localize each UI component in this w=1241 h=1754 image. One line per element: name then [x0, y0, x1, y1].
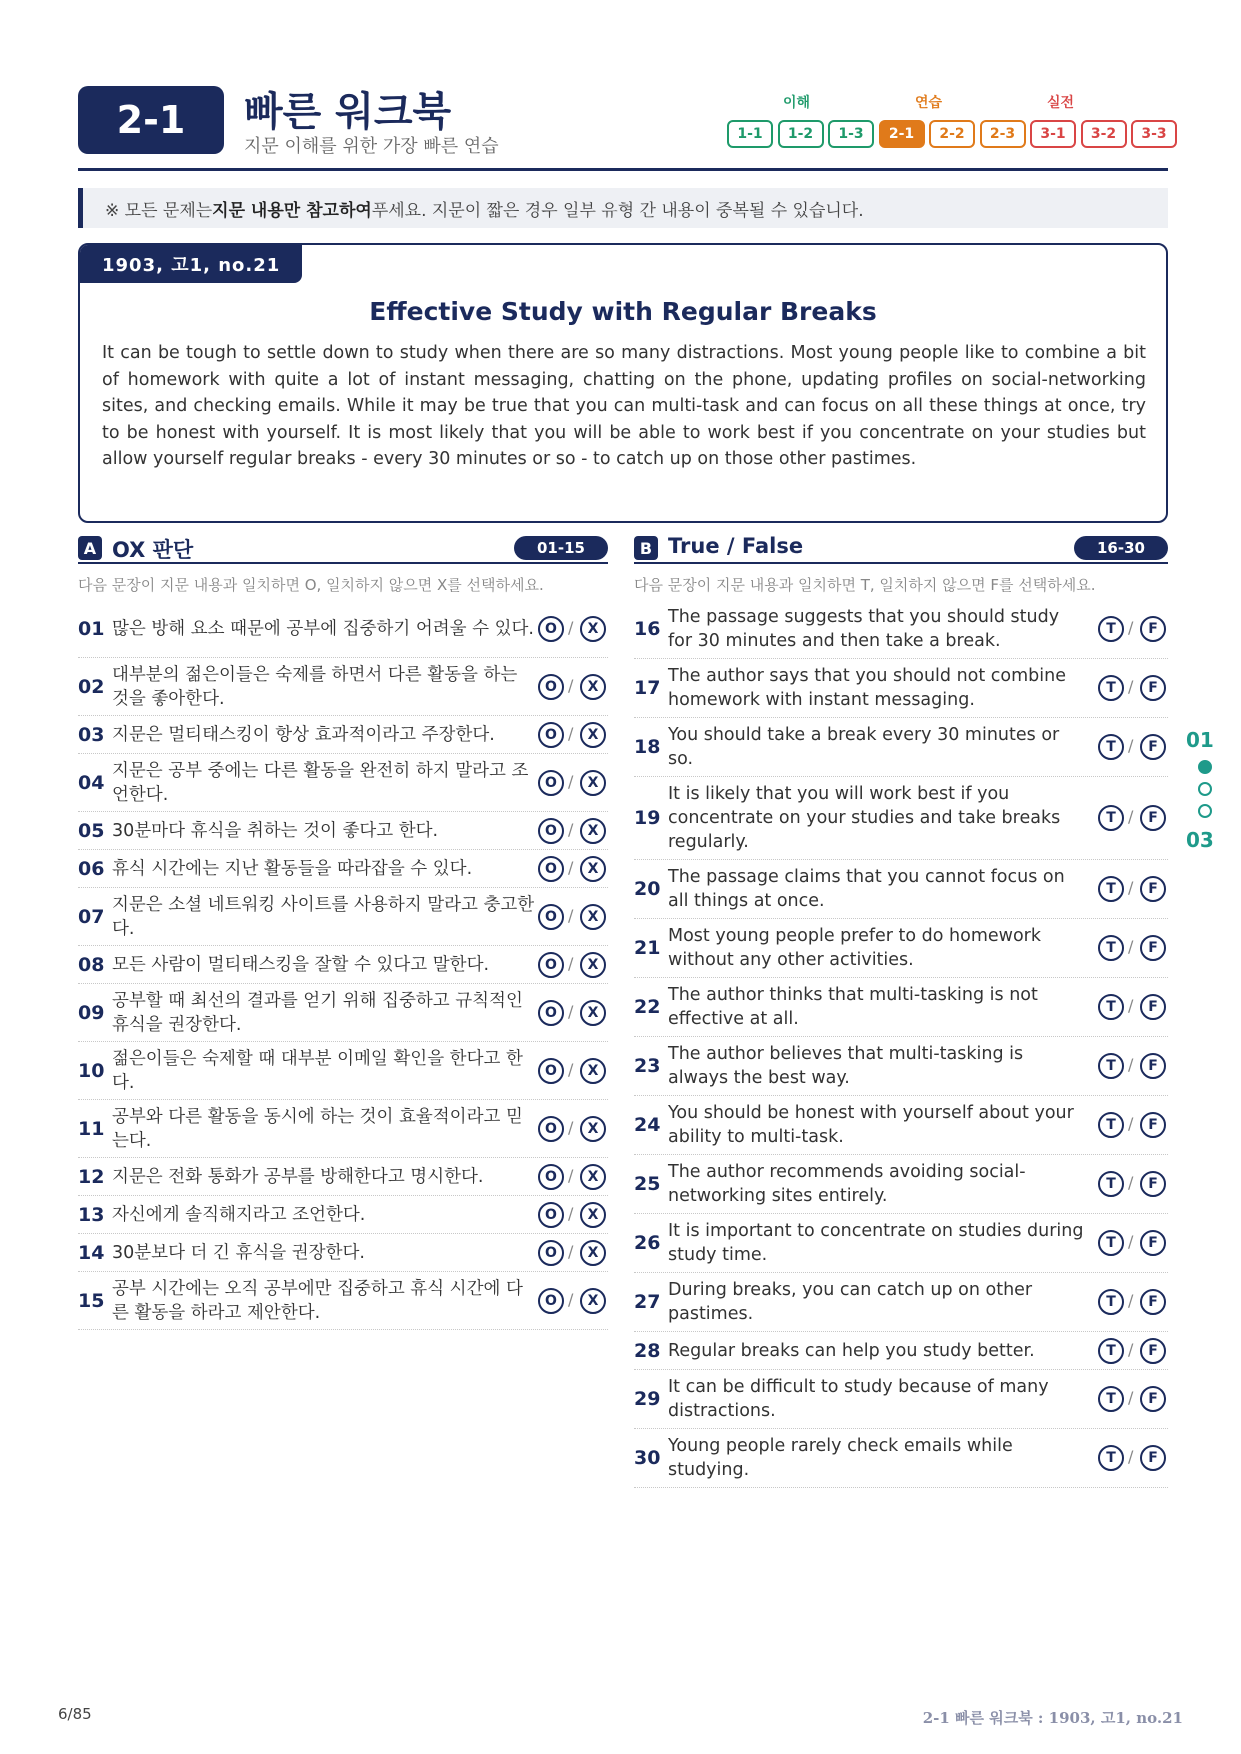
option-x-button[interactable]: X [580, 722, 606, 748]
question-number: 12 [78, 1165, 105, 1188]
step-3-3[interactable]: 3-3 [1131, 120, 1177, 148]
answer-options [1098, 1386, 1168, 1412]
question-number: 30 [634, 1447, 661, 1469]
question-text: The passage claims that you cannot focus on all things at once. [668, 867, 1065, 911]
header-divider [78, 168, 1168, 171]
question-text: 모든 사람이 멀티태스킹을 잘할 수 있다고 말한다. [112, 954, 490, 975]
question-text: 휴식 시간에는 지난 활동들을 따라잡을 수 있다. [112, 858, 473, 879]
question-number: 21 [634, 937, 661, 959]
option-x-button[interactable]: X [580, 1116, 606, 1142]
answer-options [1098, 1445, 1168, 1471]
step-3-2[interactable]: 3-2 [1081, 120, 1127, 148]
option-separator: / [1128, 807, 1134, 826]
option-t-button[interactable]: T [1098, 1230, 1124, 1256]
page-subtitle: 지문 이해를 위한 가장 빠른 연습 [244, 136, 499, 157]
page-number: 6/85 [58, 1705, 92, 1723]
passage-box [78, 243, 1168, 523]
passage-title: Effective Study with Regular Breaks [369, 297, 877, 326]
step-3-1[interactable]: 3-1 [1030, 120, 1076, 148]
option-separator: / [1128, 1232, 1134, 1251]
question-text: Most young people prefer to do homework without any other activities. [668, 926, 1041, 970]
option-separator: / [568, 771, 574, 791]
question-text: 지문은 전화 통화가 공부를 방해한다고 명시한다. [112, 1166, 484, 1187]
option-f-button[interactable]: F [1140, 1289, 1166, 1315]
option-o-button[interactable]: O [538, 770, 564, 796]
question-text: 자신에게 솔직해지라고 조언한다. [112, 1204, 366, 1225]
question-text: During breaks, you can catch up on other pastimes. [668, 1280, 1033, 1324]
question-row [634, 659, 1168, 718]
option-t-button[interactable]: T [1098, 805, 1124, 831]
option-separator: / [568, 1241, 574, 1261]
option-f-button[interactable]: F [1140, 616, 1166, 642]
answer-options [538, 1164, 608, 1190]
question-text: Regular breaks can help you study better. [668, 1340, 1035, 1361]
option-f-button[interactable]: F [1140, 876, 1166, 902]
option-o-button[interactable]: O [538, 856, 564, 882]
option-t-button[interactable]: T [1098, 675, 1124, 701]
option-o-button[interactable]: O [538, 674, 564, 700]
question-row [78, 716, 608, 754]
question-number: 11 [78, 1117, 105, 1140]
answer-options [538, 818, 608, 844]
question-number: 10 [78, 1059, 105, 1082]
question-number: 14 [78, 1241, 105, 1264]
question-row [634, 1332, 1168, 1370]
option-x-button[interactable]: X [580, 904, 606, 930]
question-row [78, 600, 608, 658]
question-row [78, 1196, 608, 1234]
passage-source-tab: 1903, 고1, no.21 [80, 245, 302, 283]
option-f-button[interactable]: F [1140, 1112, 1166, 1138]
question-number: 20 [634, 878, 661, 900]
option-o-button[interactable]: O [538, 1164, 564, 1190]
passage-body: It can be tough to settle down to study when there are so many distractions. Most young people like to combine a bit of homework with quite a lot of instant messaging, chatting on the phone, updating profiles on social-networking sites, and checking emails. While it may be true that you can multi-task and can focus on all these things at once, try to be honest with yourself. It is most likely that you will be able to work best if you concentrate on your studies but allow yourself regular breaks - every 30 minutes or so - to catch up on those other pastimes. [102, 343, 1146, 470]
question-text: It is important to concentrate on studies during study time. [668, 1221, 1084, 1265]
option-separator: / [568, 1001, 574, 1021]
question-row [78, 754, 608, 812]
question-row [634, 1273, 1168, 1332]
question-text: 30분마다 휴식을 취하는 것이 좋다고 한다. [112, 820, 439, 841]
question-row [634, 777, 1168, 860]
answer-options [538, 616, 608, 642]
question-text: 공부와 다른 활동을 동시에 하는 것이 효율적이라고 믿는다. [112, 1106, 523, 1151]
question-text: 많은 방해 요소 때문에 공부에 집중하기 어려울 수 있다. [112, 618, 534, 639]
answer-options [538, 674, 608, 700]
option-separator: / [568, 675, 574, 695]
question-row [78, 888, 608, 946]
option-o-button[interactable]: O [538, 1202, 564, 1228]
option-separator: / [1128, 677, 1134, 696]
question-number: 19 [634, 807, 661, 829]
option-x-button[interactable]: X [580, 1164, 606, 1190]
answer-options [1098, 1112, 1168, 1138]
question-number: 26 [634, 1232, 661, 1254]
answer-options [538, 1202, 608, 1228]
option-separator: / [1128, 878, 1134, 897]
answer-options [538, 770, 608, 796]
question-number: 02 [78, 675, 105, 698]
running-title: 2-1 빠른 워크북 : 1903, 고1, no.21 [922, 1709, 1183, 1727]
option-x-button[interactable]: X [580, 1240, 606, 1266]
question-text: The author believes that multi-tasking is always the best way. [668, 1044, 1024, 1088]
option-o-button[interactable]: O [538, 1058, 564, 1084]
option-t-button[interactable]: T [1098, 1338, 1124, 1364]
step-1-3[interactable]: 1-3 [828, 120, 874, 148]
option-o-button[interactable]: O [538, 1288, 564, 1314]
question-row [78, 946, 608, 984]
section-b-letter: B [634, 536, 658, 560]
question-text: Young people rarely check emails while studying. [668, 1436, 1013, 1480]
question-text: You should take a break every 30 minutes or so. [668, 725, 1060, 769]
unit-badge: 2-1 [78, 86, 224, 154]
notice-banner [78, 188, 1168, 228]
section-b-header [634, 534, 1168, 564]
section-b-title: True / False [668, 534, 804, 558]
question-row [634, 718, 1168, 777]
question-row [78, 658, 608, 716]
question-text: You should be honest with yourself about your ability to multi-task. [668, 1103, 1074, 1147]
option-t-button[interactable]: T [1098, 994, 1124, 1020]
option-f-button[interactable]: F [1140, 734, 1166, 760]
option-t-button[interactable]: T [1098, 1445, 1124, 1471]
question-row [634, 1429, 1168, 1488]
option-separator: / [568, 1059, 574, 1079]
option-t-button[interactable]: T [1098, 734, 1124, 760]
option-separator: / [1128, 937, 1134, 956]
answer-options [538, 1000, 608, 1026]
question-row [634, 600, 1168, 659]
option-x-button[interactable]: X [580, 1202, 606, 1228]
question-row [78, 850, 608, 888]
question-number: 07 [78, 905, 105, 928]
option-separator: / [568, 1165, 574, 1185]
option-separator: / [568, 953, 574, 973]
option-separator: / [1128, 1173, 1134, 1192]
question-row [78, 1272, 608, 1330]
question-text: 젊은이들은 숙제할 때 대부분 이메일 확인을 한다고 한다. [112, 1048, 523, 1093]
stage-stepper [727, 92, 1179, 150]
option-separator: / [1128, 996, 1134, 1015]
answer-options [538, 1058, 608, 1084]
answer-options [1098, 805, 1168, 831]
question-text: 공부 시간에는 오직 공부에만 집중하고 휴식 시간에 다른 활동을 하라고 제안한다. [112, 1278, 523, 1323]
option-x-button[interactable]: X [580, 1000, 606, 1026]
question-text: The author thinks that multi-tasking is not effective at all. [668, 985, 1038, 1029]
option-t-button[interactable]: T [1098, 935, 1124, 961]
question-number: 05 [78, 819, 105, 842]
question-number: 25 [634, 1173, 661, 1195]
question-text: The author says that you should not combine homework with instant messaging. [668, 666, 1067, 710]
step-2-3[interactable]: 2-3 [980, 120, 1026, 148]
answer-options [1098, 1053, 1168, 1079]
question-row [78, 1100, 608, 1158]
question-text: 공부할 때 최선의 결과를 얻기 위해 집중하고 규칙적인 휴식을 권장한다. [112, 990, 523, 1035]
question-text: The author recommends avoiding social-networking sites entirely. [668, 1162, 1026, 1206]
answer-options [1098, 1338, 1168, 1364]
option-separator: / [568, 1117, 574, 1137]
question-number: 04 [78, 771, 105, 794]
option-t-button[interactable]: T [1098, 1386, 1124, 1412]
question-number: 28 [634, 1339, 661, 1362]
question-number: 27 [634, 1291, 661, 1313]
option-separator: / [1128, 736, 1134, 755]
answer-options [1098, 935, 1168, 961]
answer-options [1098, 1171, 1168, 1197]
question-number: 23 [634, 1055, 661, 1077]
question-text: 지문은 공부 중에는 다른 활동을 완전히 하지 말라고 조언한다. [112, 760, 529, 805]
stage-label: 이해 [783, 95, 811, 111]
section-a-letter: A [78, 536, 102, 560]
question-number: 18 [634, 736, 661, 758]
question-row [78, 1234, 608, 1272]
section-b-range: 16-30 [1074, 536, 1168, 560]
question-number: 09 [78, 1001, 105, 1024]
question-text: 대부분의 젊은이들은 숙제를 하면서 다른 활동을 하는 것을 좋아한다. [112, 664, 518, 709]
option-separator: / [1128, 1447, 1134, 1466]
answer-options [538, 1288, 608, 1314]
question-text: 지문은 소셜 네트워킹 사이트를 사용하지 말라고 충고한다. [112, 894, 535, 939]
answer-options [1098, 876, 1168, 902]
question-row [634, 1214, 1168, 1273]
section-b-instruction: 다음 문장이 지문 내용과 일치하면 T, 일치하지 않으면 F를 선택하세요. [634, 576, 1096, 594]
answer-options [538, 1116, 608, 1142]
option-t-button[interactable]: T [1098, 1289, 1124, 1315]
option-f-button[interactable]: F [1140, 935, 1166, 961]
question-row [78, 984, 608, 1042]
question-number: 06 [78, 857, 105, 880]
answer-options [1098, 616, 1168, 642]
option-f-button[interactable]: F [1140, 675, 1166, 701]
option-o-button[interactable]: O [538, 1000, 564, 1026]
option-o-button[interactable]: O [538, 1240, 564, 1266]
option-separator: / [1128, 1388, 1134, 1407]
option-o-button[interactable]: O [538, 722, 564, 748]
option-x-button[interactable]: X [580, 818, 606, 844]
option-f-button[interactable]: F [1140, 1171, 1166, 1197]
step-1-2[interactable]: 1-2 [778, 120, 824, 148]
option-t-button[interactable]: T [1098, 1053, 1124, 1079]
question-row [634, 1155, 1168, 1214]
answer-options [1098, 675, 1168, 701]
notice-suffix: 푸세요. 지문이 짧은 경우 일부 유형 간 내용이 중복될 수 있습니다. [371, 200, 864, 221]
question-number: 16 [634, 618, 661, 640]
question-text: 지문은 멀티태스킹이 항상 효과적이라고 주장한다. [112, 724, 495, 745]
answer-options [1098, 994, 1168, 1020]
question-number: 29 [634, 1388, 661, 1410]
option-f-button[interactable]: F [1140, 1386, 1166, 1412]
side-nav-dot [1198, 782, 1212, 796]
option-t-button[interactable]: T [1098, 1112, 1124, 1138]
step-2-2[interactable]: 2-2 [929, 120, 975, 148]
question-text: It can be difficult to study because of many distractions. [668, 1377, 1049, 1421]
answer-options [538, 952, 608, 978]
option-f-button[interactable]: F [1140, 1338, 1166, 1364]
answer-options [538, 1240, 608, 1266]
answer-options [538, 722, 608, 748]
question-row [634, 860, 1168, 919]
option-o-button[interactable]: O [538, 818, 564, 844]
option-separator: / [1128, 1114, 1134, 1133]
option-separator: / [1128, 1339, 1134, 1359]
option-t-button[interactable]: T [1098, 1171, 1124, 1197]
side-nav-start: 01 [1186, 728, 1214, 752]
option-o-button[interactable]: O [538, 904, 564, 930]
option-x-button[interactable]: X [580, 674, 606, 700]
option-separator: / [568, 819, 574, 839]
section-a-range: 01-15 [514, 536, 608, 560]
option-x-button[interactable]: X [580, 616, 606, 642]
option-x-button[interactable]: X [580, 1288, 606, 1314]
stage-label: 연습 [915, 95, 943, 111]
option-t-button[interactable]: T [1098, 616, 1124, 642]
option-separator: / [1128, 1291, 1134, 1310]
option-f-button[interactable]: F [1140, 1445, 1166, 1471]
section-a-title: OX 판단 [112, 538, 194, 562]
page-title: 빠른 워크북 [244, 89, 452, 135]
side-nav-dot [1198, 804, 1212, 818]
question-number: 22 [634, 996, 661, 1018]
question-row [78, 1042, 608, 1100]
question-row [78, 1158, 608, 1196]
question-number: 01 [78, 617, 105, 640]
question-row [634, 919, 1168, 978]
question-number: 17 [634, 677, 661, 699]
option-separator: / [568, 1203, 574, 1223]
option-separator: / [568, 905, 574, 925]
option-x-button[interactable]: X [580, 856, 606, 882]
question-row [634, 1096, 1168, 1155]
option-separator: / [568, 1289, 574, 1309]
option-separator: / [1128, 1055, 1134, 1074]
section-a-header [78, 534, 608, 564]
question-text: 30분보다 더 긴 휴식을 권장한다. [112, 1242, 365, 1263]
option-t-button[interactable]: T [1098, 876, 1124, 902]
question-row [634, 978, 1168, 1037]
question-text: It is likely that you will work best if you concentrate on your studies and take breaks regularly. [668, 784, 1061, 852]
option-o-button[interactable]: O [538, 1116, 564, 1142]
question-row [634, 1370, 1168, 1429]
answer-options [1098, 1289, 1168, 1315]
step-2-1[interactable]: 2-1 [879, 120, 925, 148]
option-o-button[interactable]: O [538, 952, 564, 978]
option-f-button[interactable]: F [1140, 1053, 1166, 1079]
section-a-instruction: 다음 문장이 지문 내용과 일치하면 O, 일치하지 않으면 X를 선택하세요. [78, 576, 544, 594]
option-x-button[interactable]: X [580, 1058, 606, 1084]
answer-options [1098, 734, 1168, 760]
option-separator: / [568, 723, 574, 743]
answer-options [538, 904, 608, 930]
step-1-1[interactable]: 1-1 [727, 120, 773, 148]
question-row [634, 1037, 1168, 1096]
question-number: 24 [634, 1114, 661, 1136]
option-f-button[interactable]: F [1140, 994, 1166, 1020]
answer-options [538, 856, 608, 882]
option-separator: / [568, 617, 574, 637]
option-x-button[interactable]: X [580, 770, 606, 796]
option-separator: / [568, 857, 574, 877]
option-f-button[interactable]: F [1140, 1230, 1166, 1256]
question-number: 13 [78, 1203, 105, 1226]
question-row [78, 812, 608, 850]
option-o-button[interactable]: O [538, 616, 564, 642]
question-number: 08 [78, 953, 105, 976]
notice-prefix: ※ 모든 문제는 [105, 200, 213, 221]
option-x-button[interactable]: X [580, 952, 606, 978]
answer-options [1098, 1230, 1168, 1256]
question-number: 03 [78, 723, 105, 746]
question-text: The passage suggests that you should study for 30 minutes and then take a break. [668, 607, 1060, 651]
side-nav-end: 03 [1186, 828, 1214, 852]
question-number: 15 [78, 1289, 105, 1312]
stage-label: 실전 [1047, 95, 1075, 111]
side-nav-dot [1198, 760, 1212, 774]
option-f-button[interactable]: F [1140, 805, 1166, 831]
notice-emphasis: 지문 내용만 참고하여 [212, 200, 372, 221]
option-separator: / [1128, 618, 1134, 637]
